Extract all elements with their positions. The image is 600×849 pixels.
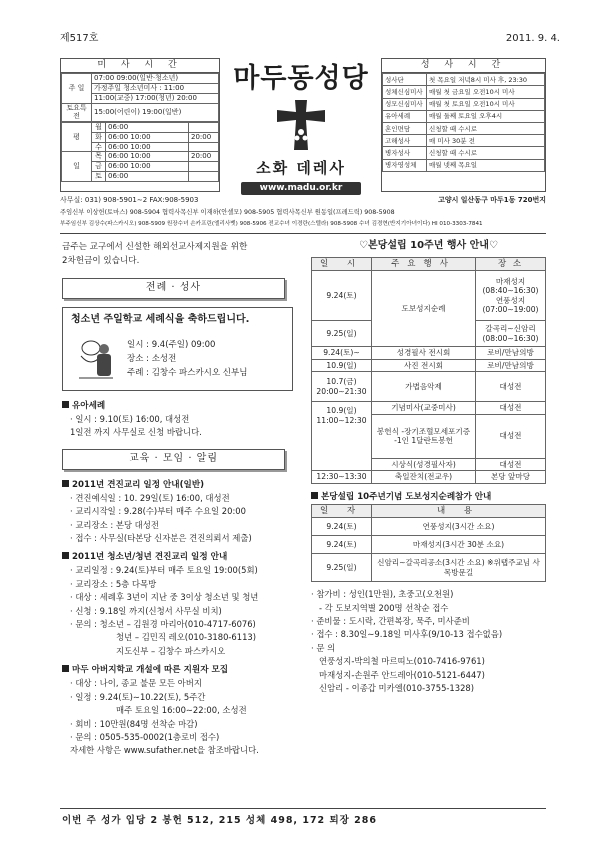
weekday-day: 토 (92, 171, 106, 181)
col-header: 장 소 (476, 257, 546, 271)
event-name: 가볍음악제 (372, 372, 476, 402)
address: 고양시 일산동구 마두1동 720번지 (438, 196, 546, 204)
event-place: 대성전 (476, 372, 546, 402)
course-line: · 대상 : 세례후 3년이 지난 중 3이상 청소년 및 청년 (70, 592, 259, 603)
weekday-evening: 20:00 (189, 152, 219, 162)
pilgrimage-date: 9.24(토) (312, 536, 372, 554)
weekday-evening: 20:00 (189, 132, 219, 142)
note-line: · 참가비 : 성인(1만원), 초중고(오천원) (311, 589, 454, 600)
mass-times-box (60, 58, 220, 192)
course-line: · 접수 : 사무실(타본당 신자분은 견진의뢰서 제출) (70, 533, 252, 544)
note-line: - 각 도보지역별 200명 선착순 접수 (319, 602, 449, 613)
event-name: 사진 전시회 (372, 359, 476, 371)
saturday-label: 토요특전 (62, 103, 92, 122)
patron-saint: 소화 데레사 (256, 158, 346, 177)
weekday-label-a: 평 (62, 123, 92, 152)
event-date: 12:30∼13:30 (312, 471, 372, 483)
event-place: 마재성지 (08:40∼16:30) 연풍성지 (07:00∼19:00) (476, 271, 546, 321)
sacrament-time: 매월 첫 토요일 오전10시 미사 (427, 98, 545, 110)
intro-line: 금주는 교구에서 신설한 해외선교사제지원을 위한 (62, 242, 248, 252)
confirmation-youth-section (62, 550, 297, 658)
infant-baptism-title: 유아세례 (62, 399, 297, 413)
course-line: 지도신부 – 김창수 파스카시오 (116, 645, 226, 656)
sacrament-name: 혼인면담 (383, 123, 427, 135)
baptism-illustration-icon (75, 334, 117, 382)
issue-number: 제517호 (60, 33, 99, 44)
event-date: 9.24(토) (312, 271, 372, 321)
detail-line: 장소 : 소성전 (127, 353, 177, 364)
father-line: · 회비 : 10만원(84명 선착순 마감) (70, 718, 198, 729)
note-line: · 접수 : 8.30일∼9.18일 미사후(9/10-13 접수없음) (311, 629, 503, 640)
contact-line-2: 주임신부 이상헌(토마스) 908-5904 협력사목신부 이재하(안셀모) 908-5905 협력사목신부 원동일(프레드릭) 908-5908 (60, 209, 395, 216)
sacrament-times-table (382, 73, 545, 172)
youth-baptism-title: 청소년 주일학교 세례식을 축하드립니다. (71, 313, 250, 325)
bullet-square-icon (62, 401, 69, 408)
weekday-evening (189, 162, 219, 172)
event-place: 갈곡리∼신암리 (08:00∼16:30) (476, 321, 546, 347)
weekday-evening (189, 171, 219, 181)
anniversary-event-table (311, 257, 546, 484)
weekday-times: 06:00 10:00 (106, 162, 189, 172)
sacrament-time: 매월 첫 금요일 오전10시 미사 (427, 86, 545, 98)
sacrament-name: 고해성사 (383, 135, 427, 147)
sacrament-name: 유아세례 (383, 110, 427, 122)
pilgrimage-date: 9.24(토) (312, 518, 372, 536)
pilgrimage-date: 9.25(일) (312, 554, 372, 582)
weekday-day: 화 (92, 132, 106, 142)
father-line: · 대상 : 나이, 종교 불문 모든 아버지 (70, 678, 202, 689)
event-date: 9.25(일) (312, 321, 372, 347)
father-line: · 문의 : 0505-535-0002(1층로비 접수) (70, 731, 220, 742)
detail-line: 주례 : 김창수 파스카시오 신부님 (127, 367, 248, 378)
col-header: 일 자 (312, 504, 372, 518)
event-name: 봉헌식 -장기조혈모세포기증 -1인 1달란트봉헌 (372, 414, 476, 458)
liturgy-banner: 전례 · 성사 (62, 278, 285, 299)
sacrament-time: 매월 둘째 토요일 오후4시 (427, 110, 545, 122)
sacrament-time: 매월 넷째 목요일 (427, 159, 545, 171)
anniversary-title: ♡본당설립 10주년 행사 안내♡ (359, 240, 498, 251)
sacrament-time: 신청할 때 수시로 (427, 147, 545, 159)
pilgrimage-route: 마재성지(3시간 30분 소요) (372, 536, 546, 554)
course-line: · 신청 : 9.18일 까지(신청서 사무실 비치) (70, 605, 222, 616)
col-header: 내 용 (372, 504, 546, 518)
sacrament-time: 신청할 때 수시로 (427, 123, 545, 135)
father-line: 자세한 사항은 www.sufather.net을 참조바랍니다. (70, 745, 259, 756)
hymn-list: 이번 주 성가 입당 2 봉헌 512, 215 성체 498, 172 퇴장 286 (62, 815, 377, 826)
father-line: 매주 토요일 16:00∼22:00, 소성전 (116, 705, 247, 716)
confirmation-youth-title: 2011년 청소년/청년 견진교리 일정 안내 (62, 550, 297, 564)
note-line: 연풍성지-박의철 마르띠노(010-7416-9761) (319, 656, 485, 667)
issue-date: 2011. 9. 4. (505, 33, 560, 44)
sacrament-name: 성사단 (383, 74, 427, 86)
course-line: · 교리장소 : 본당 대성전 (70, 519, 159, 530)
note-line: 마재성지-손원주 안드레아(010-5121-6447) (319, 669, 485, 680)
course-line: · 교리시작일 : 9.28(수)부터 매주 수요일 20:00 (70, 506, 246, 517)
sacrament-name: 병자성사 (383, 147, 427, 159)
event-place: 본당 앞마당 (476, 471, 546, 483)
event-place: 대성전 (476, 414, 546, 458)
sacrament-times-title: 성 사 시 간 (382, 59, 545, 73)
event-name: 기념미사(교중미사) (372, 402, 476, 414)
sunday-label: 주 일 (62, 74, 92, 103)
pilgrimage-notes (311, 588, 546, 695)
weekday-times: 06:00 10:00 (106, 152, 189, 162)
weekday-day: 금 (92, 162, 106, 172)
sacrament-name: 병자영성체 (383, 159, 427, 171)
weekday-day: 수 (92, 142, 106, 152)
sacrament-time: 첫 목요일 저녁8시 미사 후, 23:30 (427, 74, 545, 86)
education-banner: 교육 · 모임 · 알림 (62, 449, 285, 470)
mass-times-title: 미 사 시 간 (61, 59, 219, 73)
event-date: 9.24(토)∼ (312, 347, 372, 359)
weekday-evening (189, 123, 219, 133)
youth-baptism-box (62, 307, 293, 391)
pilgrimage-route: 연풍성지(3시간 소요) (372, 518, 546, 536)
contact-line-3: 부주임신부 김상수(파스카시오) 908-5909 원장수녀 손카프린(엘리사벳) 908-5906 전교수녀 이경란(스텔라) 908-5908 수녀 김경현(반지기아녀이다) HI 010-3303-7841 (60, 221, 483, 227)
confirmation-general-section (62, 478, 297, 546)
event-name: 축일잔치(전교우) (372, 471, 476, 483)
course-line: · 견진예식일 : 10. 29일(토) 16:00, 대성전 (70, 492, 230, 503)
infant-line: · 일시 : 9.10(토) 16:00, 대성전 (70, 413, 190, 424)
pilgrimage-table (311, 504, 546, 583)
father-line: · 일정 : 9.24(토)∼10.22(토), 5주간 (70, 691, 206, 702)
weekday-times: 06:00 (106, 171, 189, 181)
note-line: · 준비물 : 도시락, 간편복장, 묵주, 미사준비 (311, 615, 470, 626)
website-link[interactable]: www.madu.or.kr (241, 182, 361, 195)
father-school-title: 마두 아버지학교 개설에 따른 지원자 모집 (62, 663, 297, 677)
weekday-times: 06:00 (106, 123, 189, 133)
sacrament-name: 성모신심미사 (383, 98, 427, 110)
event-place: 대성전 (476, 458, 546, 470)
sacrament-name: 성체신심미사 (383, 86, 427, 98)
event-place: 로비/만남의방 (476, 359, 546, 371)
pilgrimage-title: 본당설립 10주년기념 도보성지순례참가 안내 (311, 490, 546, 504)
infant-line: 1일전 까지 사무실로 신청 바랍니다. (70, 426, 202, 437)
church-name: 마두동성당 (233, 63, 369, 94)
office-phone: 사무실: 031) 908-5901∼2 FAX:908-5903 (60, 196, 199, 204)
weekday-day: 월 (92, 123, 106, 133)
weekday-day: 목 (92, 152, 106, 162)
course-line: · 교리장소 : 5층 다목방 (70, 578, 157, 589)
intro-line: 2차헌금이 있습니다. (62, 256, 140, 266)
note-line: 신암리 - 이종갑 미카엘(010-3755-1328) (319, 683, 475, 694)
mass-row: 가정주일 청소년미사 : 11:00 (92, 84, 219, 94)
footer-divider (60, 808, 546, 809)
father-school-section (62, 663, 297, 757)
course-line: 청년 – 김민직 레오(010-3180-6113) (116, 632, 256, 643)
event-date: 10.7(금) 20:00∼21:30 (312, 372, 372, 402)
pilgrimage-route: 신암리∼갈곡리공소(3시간 소요) ※위탭주교님 사목방문길 (372, 554, 546, 582)
sacrament-time: 매 미사 30분 전 (427, 135, 545, 147)
course-line: · 교리일정 : 9.24(토)부터 매주 토요일 19:00(5회) (70, 565, 258, 576)
course-line: · 문의 : 청소년 – 김원경 마리아(010-4717-6076) (70, 619, 256, 630)
infant-baptism-section (62, 399, 297, 440)
event-place: 로비/만남의방 (476, 347, 546, 359)
right-column (311, 240, 546, 695)
weekday-times: 06:00 10:00 (106, 142, 189, 152)
mass-row: 11:00(교중) 17:00(청년) 20:00 (92, 93, 219, 103)
mass-row: 07:00 09:00(일반·청소년) (92, 74, 219, 84)
contact-line-1 (60, 196, 546, 205)
note-line: · 문 의 (311, 642, 336, 653)
weekday-times: 06:00 10:00 (106, 132, 189, 142)
bullet-square-icon (62, 665, 69, 672)
bullet-square-icon (62, 552, 69, 559)
masthead (222, 58, 380, 192)
event-date: 10.9(일) 11:00∼12:30 (312, 402, 372, 471)
sacrament-times-box (381, 58, 546, 192)
weekday-label-b: 일 (62, 152, 92, 181)
event-name: 시상식(성경필사자) (372, 458, 476, 470)
mass-times-table (61, 73, 219, 122)
bullet-square-icon (311, 492, 318, 499)
confirmation-general-title: 2011년 견진교리 일정 안내(일반) (62, 478, 297, 492)
col-header: 주요행사 (372, 257, 476, 271)
bullet-square-icon (62, 480, 69, 487)
col-header: 일 시 (312, 257, 372, 271)
mass-row: 15:00(어린이) 19:00(일반) (92, 103, 219, 122)
left-column (62, 240, 297, 758)
weekday-evening (189, 142, 219, 152)
cross-icon (271, 98, 331, 154)
youth-baptism-details (127, 338, 247, 380)
event-place: 대성전 (476, 402, 546, 414)
event-name: 도보성지순례 (372, 271, 476, 347)
event-date: 10.9(일) (312, 359, 372, 371)
detail-line: 일시 : 9.4(주일) 09:00 (127, 339, 216, 350)
event-name: 성경필사 전시회 (372, 347, 476, 359)
weekday-mass-table (61, 122, 219, 182)
header-divider (60, 233, 546, 234)
